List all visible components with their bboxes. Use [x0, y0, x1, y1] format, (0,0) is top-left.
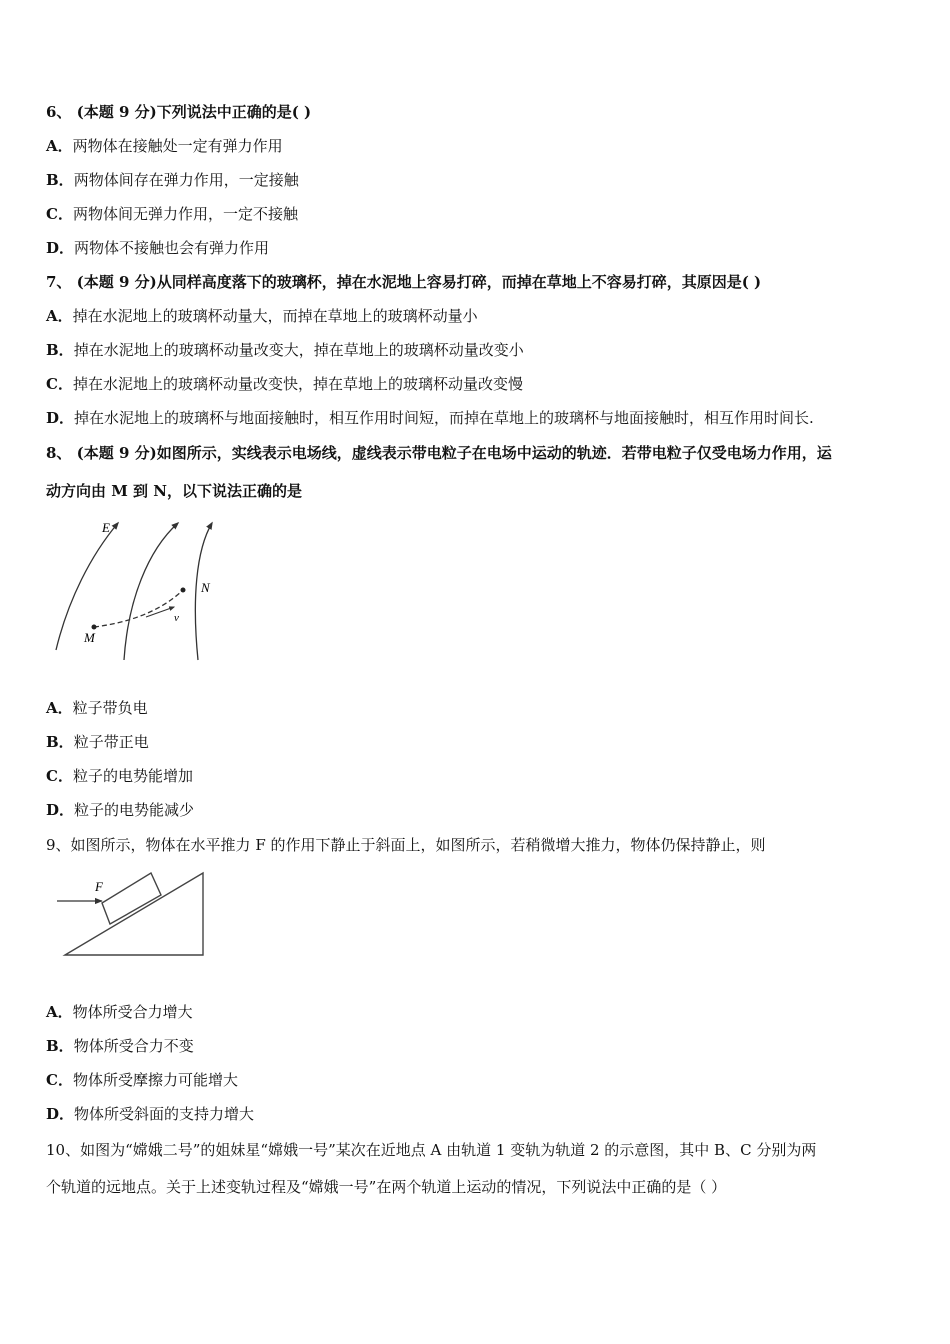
q7-option-c: [46, 374, 523, 394]
option-label: B．: [46, 341, 74, 359]
electric-field-figure: [46, 515, 226, 665]
point-m: [92, 625, 97, 630]
q9-option-b: [46, 1036, 194, 1056]
label-n: N: [201, 580, 210, 595]
option-label: C．: [46, 767, 73, 785]
q9-option-a: [46, 1002, 193, 1022]
option-text: 粒子带负电: [72, 699, 148, 717]
option-text: 粒子带正电: [73, 733, 149, 751]
option-label: A．: [46, 1003, 73, 1021]
q6-stem: 6、 (本题 9 分)下列说法中正确的是( ): [46, 103, 312, 121]
incline-figure: [55, 865, 215, 960]
q10-stem-line1: 10、如图为“嫦娥二号”的姐妹星“嫦娥一号”某次在近地点 A 由轨道 1 变轨为轨道 2 的示意图，其中 B、C 分别为两: [46, 1141, 817, 1159]
option-text: 两物体在接触处一定有弹力作用: [72, 137, 283, 155]
q8-stem-line2: 动方向由 M 到 N，以下说法正确的是: [46, 482, 302, 500]
point-n: [181, 588, 186, 593]
option-label: B．: [46, 733, 74, 751]
option-text: 掉在水泥地上的玻璃杯动量改变大，掉在草地上的玻璃杯动量改变小: [73, 341, 524, 359]
incline: [65, 873, 203, 955]
option-text: 两物体间存在弹力作用，一定接触: [73, 171, 299, 189]
option-text: 粒子的电势能减少: [74, 801, 195, 819]
label-e: E: [102, 520, 110, 535]
q7-option-b: [46, 340, 524, 360]
option-label: A．: [46, 137, 73, 155]
q8-option-c: [46, 766, 193, 786]
option-label: C．: [46, 1071, 73, 1089]
option-text: 物体所受合力不变: [73, 1037, 194, 1055]
option-label: D．: [46, 801, 75, 819]
option-text: 掉在水泥地上的玻璃杯动量大，而掉在草地上的玻璃杯动量小: [72, 307, 478, 325]
option-label: B．: [46, 171, 74, 189]
label-m: M: [84, 630, 95, 645]
block: [102, 873, 161, 924]
option-text: 物体所受摩擦力可能增大: [72, 1071, 238, 1089]
option-label: D．: [46, 409, 75, 427]
q9-stem: 9、如图所示，物体在水平推力 F 的作用下静止于斜面上，如图所示，若稍微增大推力，物体仍保持静止，则: [46, 836, 766, 854]
option-text: 两物体不接触也会有弹力作用: [74, 239, 270, 257]
label-f: F: [95, 879, 103, 894]
option-text: 掉在水泥地上的玻璃杯与地面接触时，相互作用时间短，而掉在草地上的玻璃杯与地面接触时，相互作用时间长.: [74, 409, 814, 427]
q8-option-a: [46, 698, 148, 718]
q8-stem-line1: 8、 (本题 9 分)如图所示，实线表示电场线，虚线表示带电粒子在电场中运动的轨迹．若带电粒子仅受电场力作用，运: [46, 444, 832, 462]
option-label: C．: [46, 205, 73, 223]
option-label: B．: [46, 1037, 74, 1055]
option-label: D．: [46, 1105, 75, 1123]
q9-option-d: [46, 1104, 254, 1124]
option-label: A．: [46, 307, 73, 325]
q6-option-a: [46, 136, 283, 156]
q6-option-b: [46, 170, 299, 190]
field-line-2: [124, 523, 178, 660]
q8-option-d: [46, 800, 194, 820]
label-v: v: [174, 612, 179, 624]
option-label: C．: [46, 375, 73, 393]
q10-stem-line2: 个轨道的远地点。关于上述变轨过程及“嫦娥一号”在两个轨道上运动的情况，下列说法中正确的是（ ）: [46, 1178, 727, 1196]
q9-option-c: [46, 1070, 238, 1090]
option-text: 两物体间无弹力作用，一定不接触: [72, 205, 298, 223]
option-label: D．: [46, 239, 75, 257]
option-label: A．: [46, 699, 73, 717]
q6-option-d: [46, 238, 269, 258]
option-text: 掉在水泥地上的玻璃杯动量改变快，掉在草地上的玻璃杯动量改变慢: [72, 375, 523, 393]
option-text: 粒子的电势能增加: [72, 767, 193, 785]
q7-option-a: [46, 306, 478, 326]
q7-option-d: [46, 408, 814, 428]
option-text: 物体所受合力增大: [72, 1003, 193, 1021]
q8-option-b: [46, 732, 149, 752]
q7-stem: 7、 (本题 9 分)从同样高度落下的玻璃杯，掉在水泥地上容易打碎，而掉在草地上不容易打碎，其原因是( ): [46, 273, 762, 291]
option-text: 物体所受斜面的支持力增大: [74, 1105, 255, 1123]
q6-option-c: [46, 204, 298, 224]
